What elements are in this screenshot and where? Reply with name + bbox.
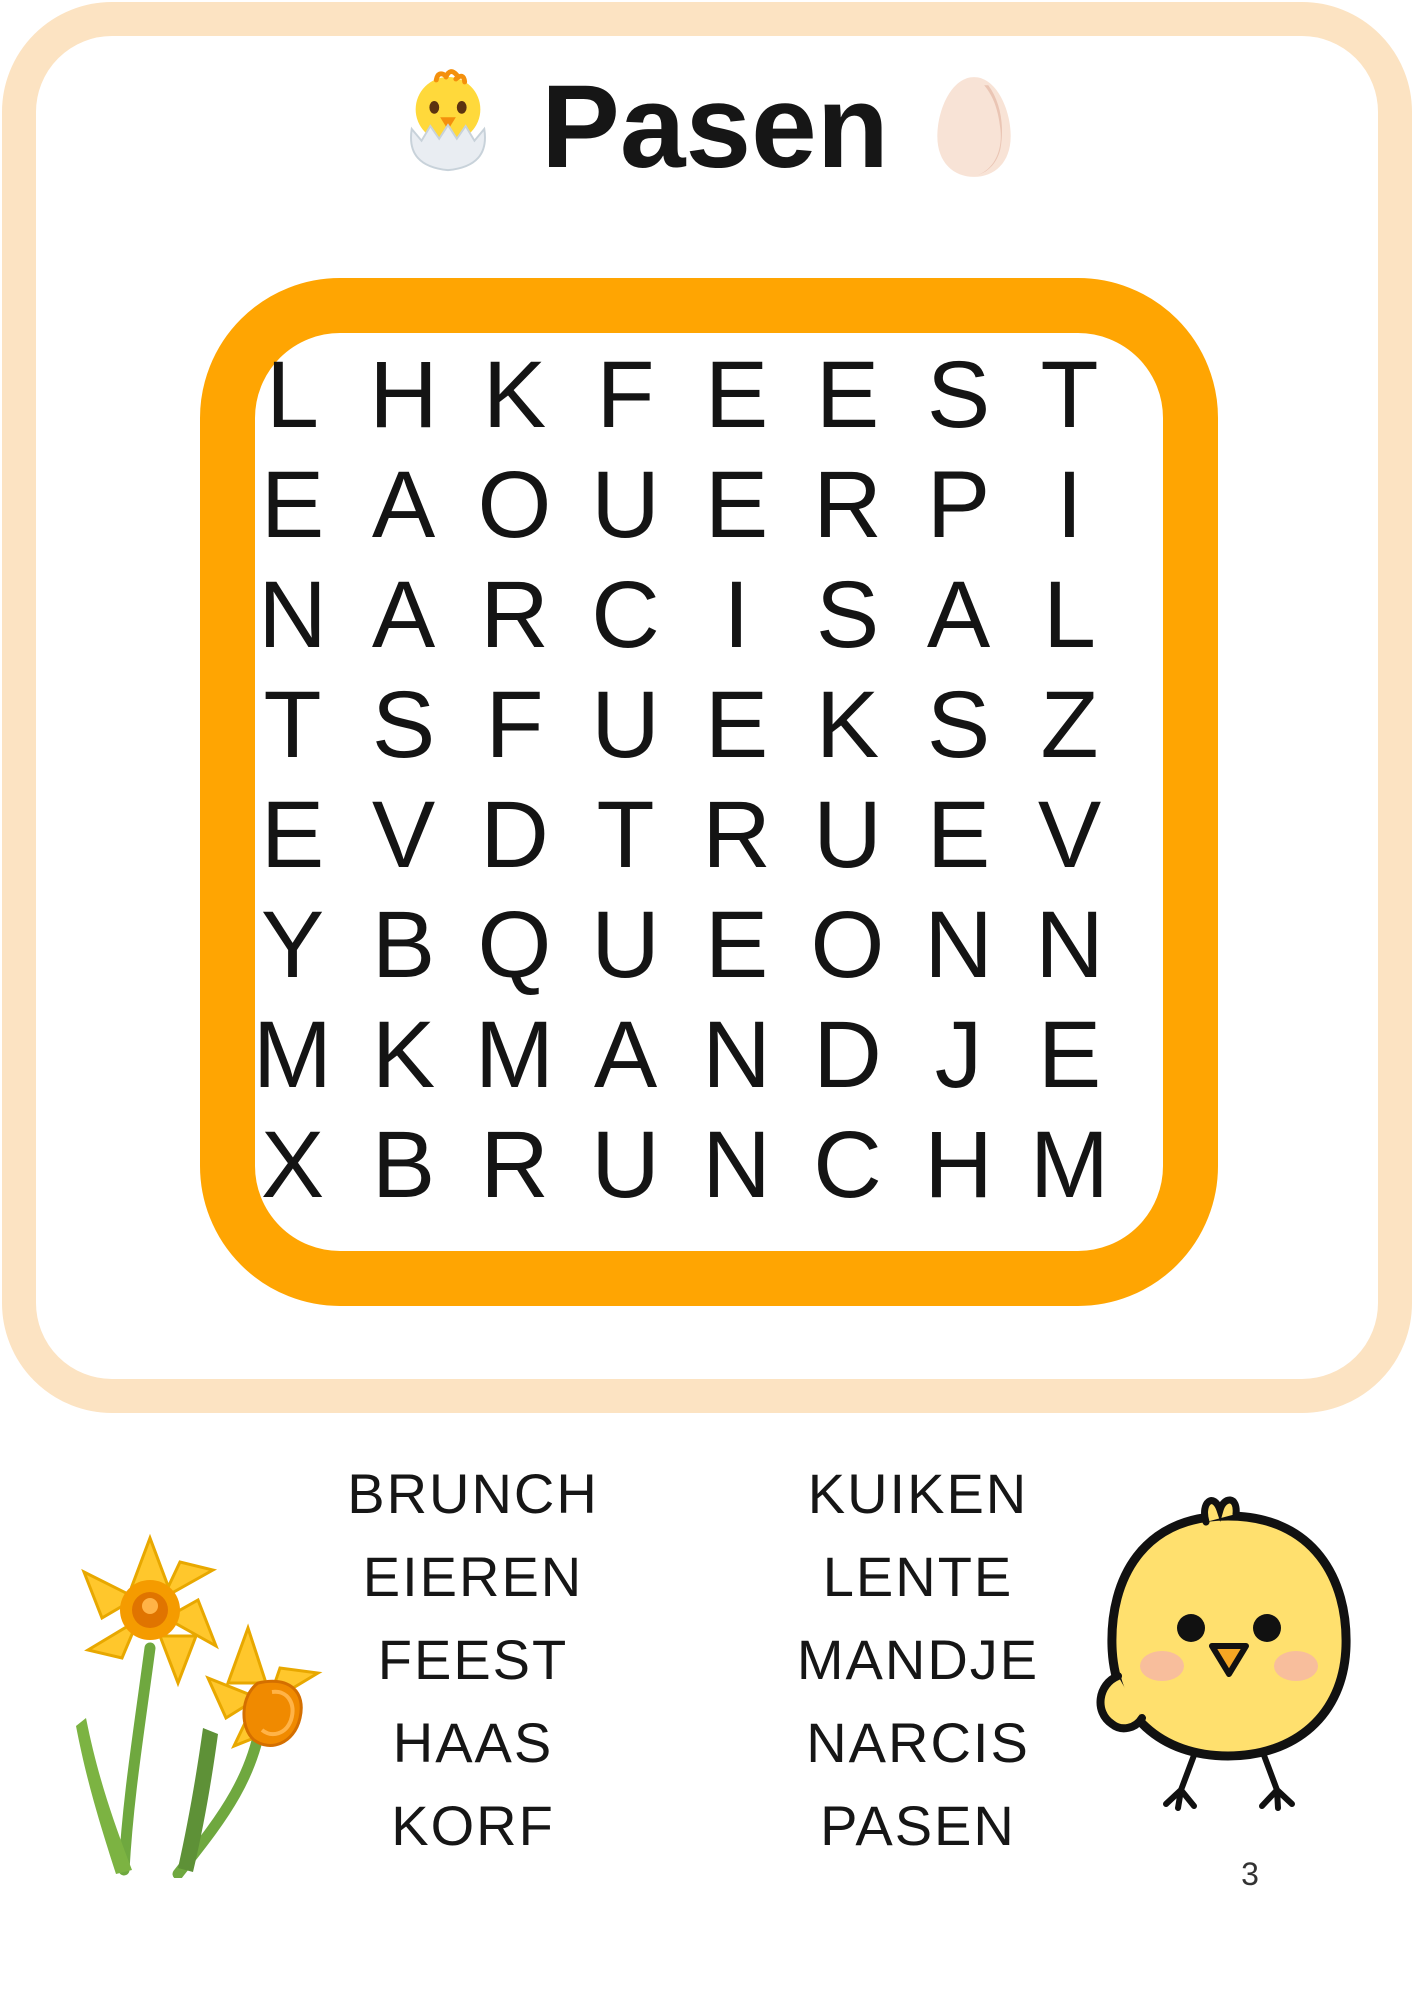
word-item: FEEST	[377, 1628, 569, 1691]
grid-letter: E	[704, 341, 769, 448]
grid-letter: E	[704, 891, 769, 998]
word-item: KORF	[391, 1794, 555, 1857]
grid-letter: R	[480, 561, 549, 668]
wordsearch-grid	[237, 340, 1125, 1220]
grid-letter: T	[596, 781, 655, 888]
grid-letter: R	[813, 451, 882, 558]
grid-letter: R	[480, 1111, 549, 1218]
title-row	[0, 52, 1414, 202]
grid-letter: N	[258, 561, 327, 668]
grid-letter: I	[723, 561, 750, 668]
grid-letter: Q	[477, 891, 552, 998]
grid-letter: E	[704, 671, 769, 778]
word-item: MANDJE	[796, 1628, 1040, 1691]
chick-illustration	[1078, 1488, 1380, 1820]
grid-letter: N	[1035, 891, 1104, 998]
grid-letter: E	[815, 341, 880, 448]
grid-letter: E	[926, 781, 991, 888]
word-item: LENTE	[822, 1545, 1014, 1608]
grid-letter: M	[474, 1001, 555, 1108]
grid-letter: B	[371, 891, 436, 998]
grid-letter: R	[702, 781, 771, 888]
hatching-chick-icon	[399, 67, 497, 187]
grid-letter: P	[926, 451, 991, 558]
grid-letter: H	[369, 341, 438, 448]
grid-letter: J	[934, 1001, 983, 1108]
grid-letter: A	[926, 561, 991, 668]
grid-letter: S	[815, 561, 880, 668]
grid-letter: E	[704, 451, 769, 558]
grid-letter: C	[813, 1111, 882, 1218]
grid-letter: A	[371, 561, 436, 668]
grid-letter: U	[591, 891, 660, 998]
egg-icon	[933, 73, 1015, 181]
grid-letter: S	[371, 671, 436, 778]
grid-letter: S	[926, 341, 991, 448]
grid-letter: F	[596, 341, 655, 448]
page-number: 3	[1241, 1856, 1259, 1892]
grid-letter: E	[1037, 1001, 1102, 1108]
grid-letter: S	[926, 671, 991, 778]
grid-letter: K	[371, 1001, 436, 1108]
grid-letter: U	[591, 671, 660, 778]
grid-letter: X	[260, 1111, 325, 1218]
page-title: Pasen	[541, 61, 889, 193]
grid-letter: Z	[1040, 671, 1099, 778]
word-item: KUIKEN	[807, 1462, 1029, 1525]
grid-letter: H	[924, 1111, 993, 1218]
grid-letter: K	[482, 341, 547, 448]
grid-letter: I	[1056, 451, 1083, 558]
grid-letter: B	[371, 1111, 436, 1218]
grid-letter: O	[477, 451, 552, 558]
grid-letter: U	[591, 1111, 660, 1218]
grid-letter: M	[1029, 1111, 1110, 1218]
daffodil-illustration	[28, 1478, 340, 1878]
daffodil-side-flower	[208, 1628, 318, 1746]
word-item: HAAS	[392, 1711, 554, 1774]
word-item: EIEREN	[362, 1545, 584, 1608]
grid-letter: L	[266, 341, 319, 448]
grid-letter: F	[485, 671, 544, 778]
grid-letter: U	[813, 781, 882, 888]
grid-letter: E	[260, 781, 325, 888]
grid-letter: V	[371, 781, 436, 888]
grid-letter: A	[593, 1001, 658, 1108]
grid-letter: A	[371, 451, 436, 558]
grid-letter: T	[1040, 341, 1099, 448]
word-item: NARCIS	[806, 1711, 1030, 1774]
grid-letter: O	[810, 891, 885, 998]
grid-letter: V	[1037, 781, 1102, 888]
grid-letter: N	[924, 891, 993, 998]
grid-letter: L	[1043, 561, 1096, 668]
grid-letter: T	[263, 671, 322, 778]
grid-letter: M	[252, 1001, 333, 1108]
grid-letter: C	[591, 561, 660, 668]
grid-letter: E	[260, 451, 325, 558]
grid-letter: K	[815, 671, 880, 778]
word-item: BRUNCH	[347, 1462, 599, 1525]
grid-letter: U	[591, 451, 660, 558]
grid-letter: D	[813, 1001, 882, 1108]
grid-letter: N	[702, 1001, 771, 1108]
grid-letter: N	[702, 1111, 771, 1218]
grid-letter: Y	[260, 891, 325, 998]
grid-letter: D	[480, 781, 549, 888]
word-item: PASEN	[820, 1794, 1016, 1857]
